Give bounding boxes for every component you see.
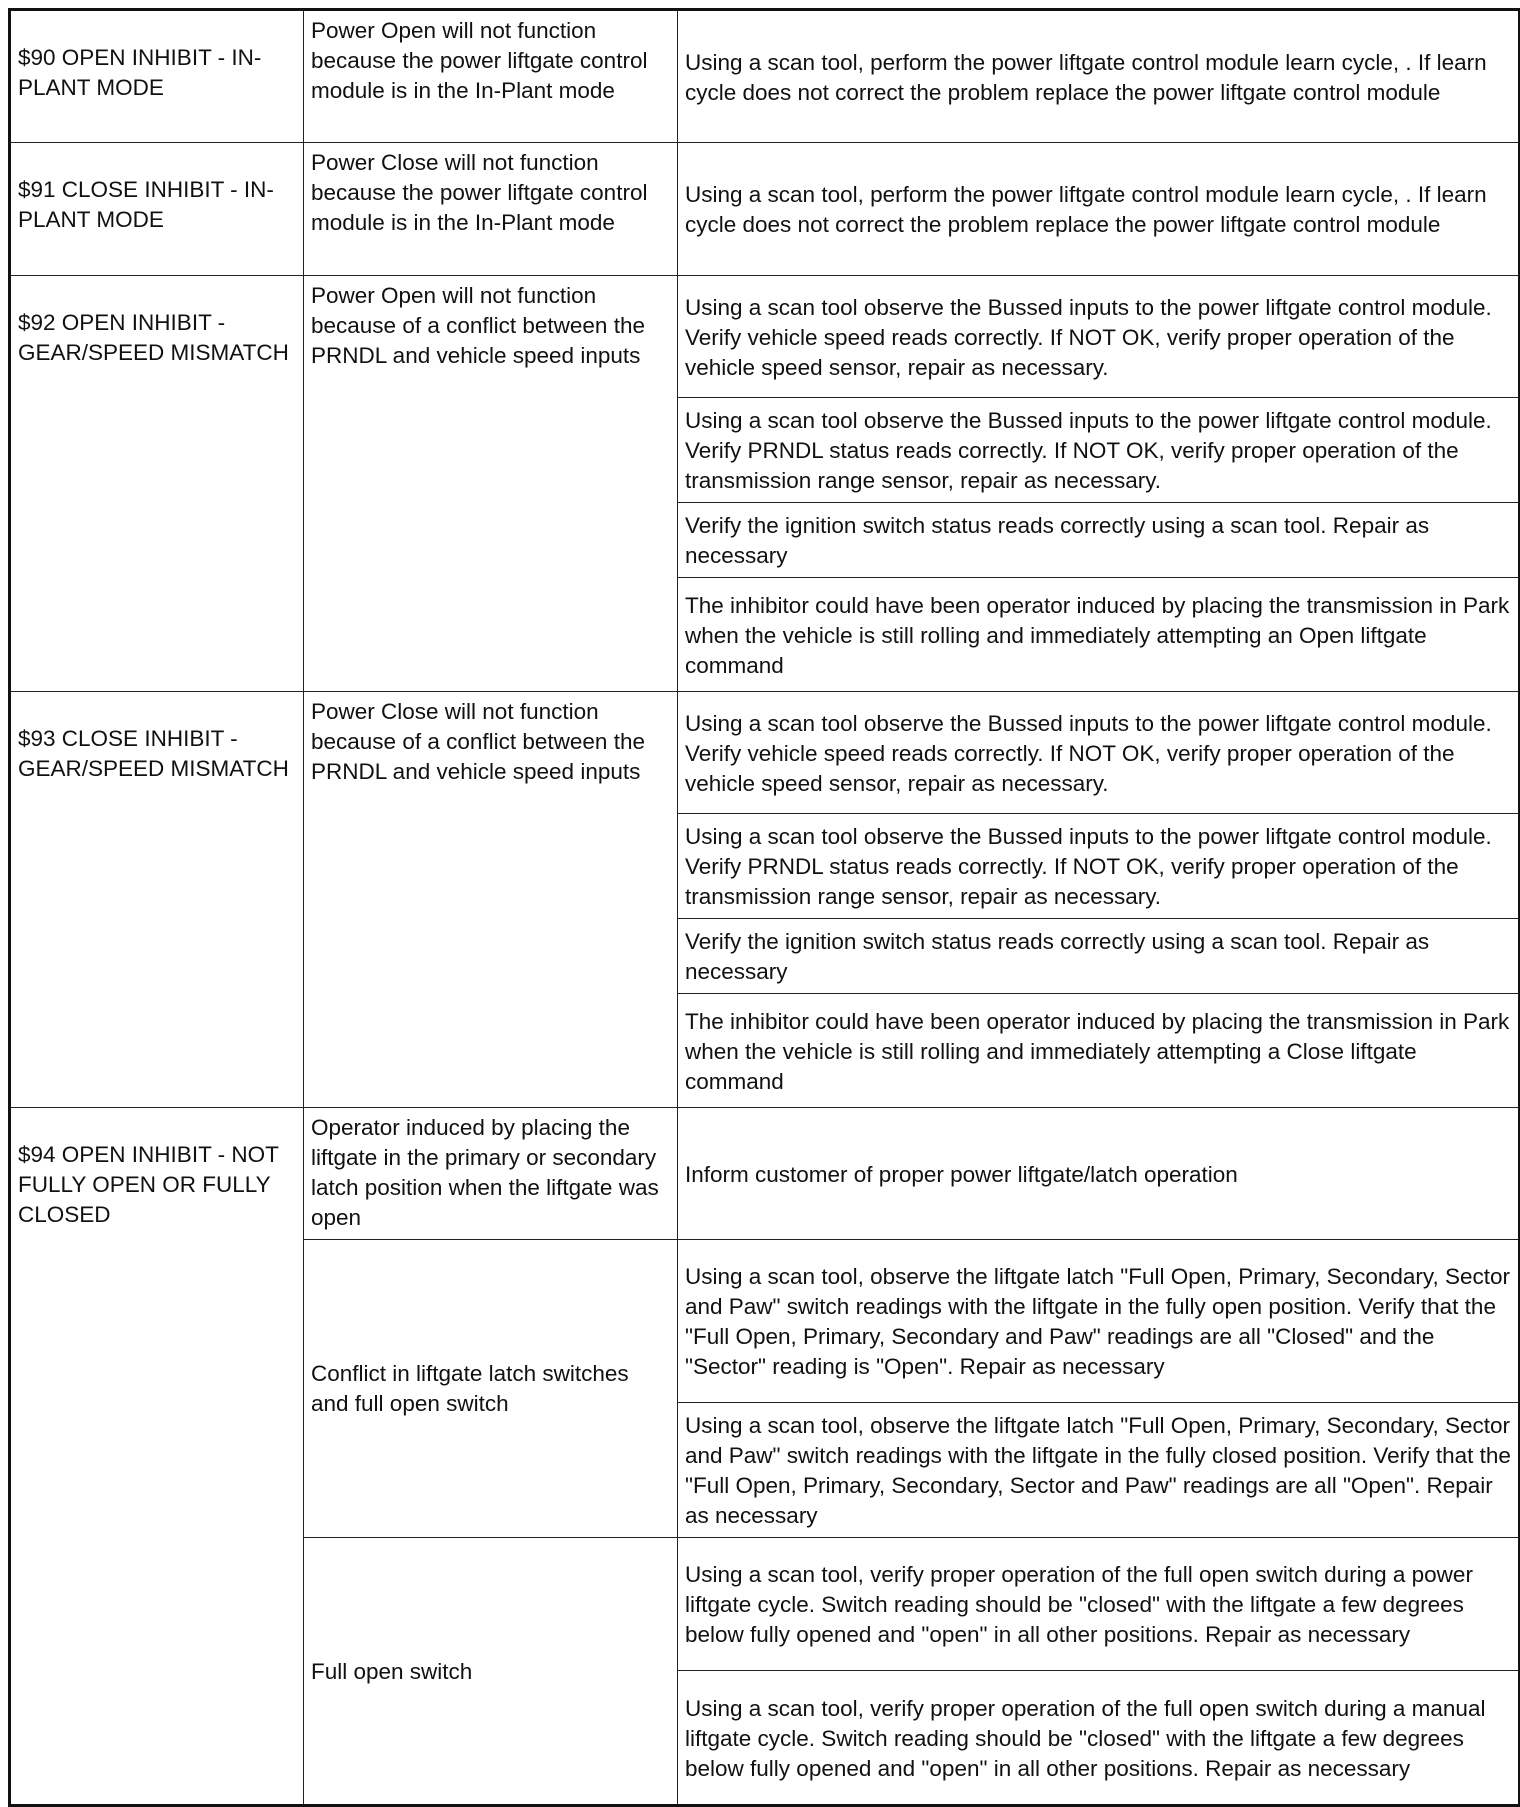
action-cell: Using a scan tool, verify proper operation of the full open switch during a power liftgate cycle. Switch reading should be "closed" with the liftgate a few degrees below fully opened and "open" in all other positions. Repair as necessary [678,1538,1520,1671]
action-cell: Verify the ignition switch status reads correctly using a scan tool. Repair as necessary [678,919,1520,994]
table-row [10,692,1520,814]
condition-cell: Operator induced by placing the liftgate in the primary or secondary latch position when the liftgate was open [304,1108,678,1240]
action-cell: Using a scan tool, perform the power liftgate control module learn cycle, . If learn cycle does not correct the problem replace the power liftgate control module [678,10,1520,143]
dtc-code-cell: $91 CLOSE INHIBIT - IN-PLANT MODE [10,143,304,276]
table-row [10,276,1520,398]
action-cell: Using a scan tool observe the Bussed inputs to the power liftgate control module. Verify vehicle speed reads correctly. If NOT OK, verify proper operation of the vehicle speed sensor, repair as necessary. [678,276,1520,398]
condition-cell: Power Close will not function because of a conflict between the PRNDL and vehicle speed inputs [304,692,678,1108]
action-cell: The inhibitor could have been operator induced by placing the transmission in Park when the vehicle is still rolling and immediately attempting a Close liftgate command [678,994,1520,1108]
table-row [10,143,1520,276]
dtc-code-cell: $92 OPEN INHIBIT - GEAR/SPEED MISMATCH [10,276,304,692]
action-cell: Using a scan tool observe the Bussed inputs to the power liftgate control module. Verify vehicle speed reads correctly. If NOT OK, verify proper operation of the vehicle speed sensor, repair as necessary. [678,692,1520,814]
condition-cell: Conflict in liftgate latch switches and full open switch [304,1240,678,1538]
table-row [10,1108,1520,1240]
action-cell: Verify the ignition switch status reads correctly using a scan tool. Repair as necessary [678,503,1520,578]
condition-cell: Power Open will not function because the power liftgate control module is in the In-Plant mode [304,10,678,143]
dtc-code-cell: $93 CLOSE INHIBIT - GEAR/SPEED MISMATCH [10,692,304,1108]
condition-cell: Power Close will not function because the power liftgate control module is in the In-Plant mode [304,143,678,276]
diagnostic-table [8,8,1520,1807]
dtc-code-cell: $94 OPEN INHIBIT - NOT FULLY OPEN OR FULLY CLOSED [10,1108,304,1806]
dtc-code-cell: $90 OPEN INHIBIT - IN-PLANT MODE [10,10,304,143]
action-cell: Using a scan tool, observe the liftgate latch "Full Open, Primary, Secondary, Sector and Paw" switch readings with the liftgate in the fully closed position. Verify that the "Full Open, Primary, Secondary, Sector and Paw" readings are all "Open". Repair as necessary [678,1403,1520,1538]
action-cell: Using a scan tool observe the Bussed inputs to the power liftgate control module. Verify PRNDL status reads correctly. If NOT OK, verify proper operation of the transmission range sensor, repair as necessary. [678,398,1520,503]
action-cell: Using a scan tool, verify proper operation of the full open switch during a manual liftgate cycle. Switch reading should be "closed" with the liftgate a few degrees below fully opened and "open" in all other positions. Repair as necessary [678,1671,1520,1806]
action-cell: Using a scan tool, perform the power liftgate control module learn cycle, . If learn cycle does not correct the problem replace the power liftgate control module [678,143,1520,276]
table-row [10,10,1520,143]
action-cell: Using a scan tool observe the Bussed inputs to the power liftgate control module. Verify PRNDL status reads correctly. If NOT OK, verify proper operation of the transmission range sensor, repair as necessary. [678,814,1520,919]
action-cell: Inform customer of proper power liftgate/latch operation [678,1108,1520,1240]
action-cell: Using a scan tool, observe the liftgate latch "Full Open, Primary, Secondary, Sector and Paw" switch readings with the liftgate in the fully open position. Verify that the "Full Open, Primary, Secondary and Paw" readings are all "Closed" and the "Sector" reading is "Open". Repair as necessary [678,1240,1520,1403]
condition-cell: Full open switch [304,1538,678,1806]
condition-cell: Power Open will not function because of a conflict between the PRNDL and vehicle speed inputs [304,276,678,692]
action-cell: The inhibitor could have been operator induced by placing the transmission in Park when the vehicle is still rolling and immediately attempting an Open liftgate command [678,578,1520,692]
